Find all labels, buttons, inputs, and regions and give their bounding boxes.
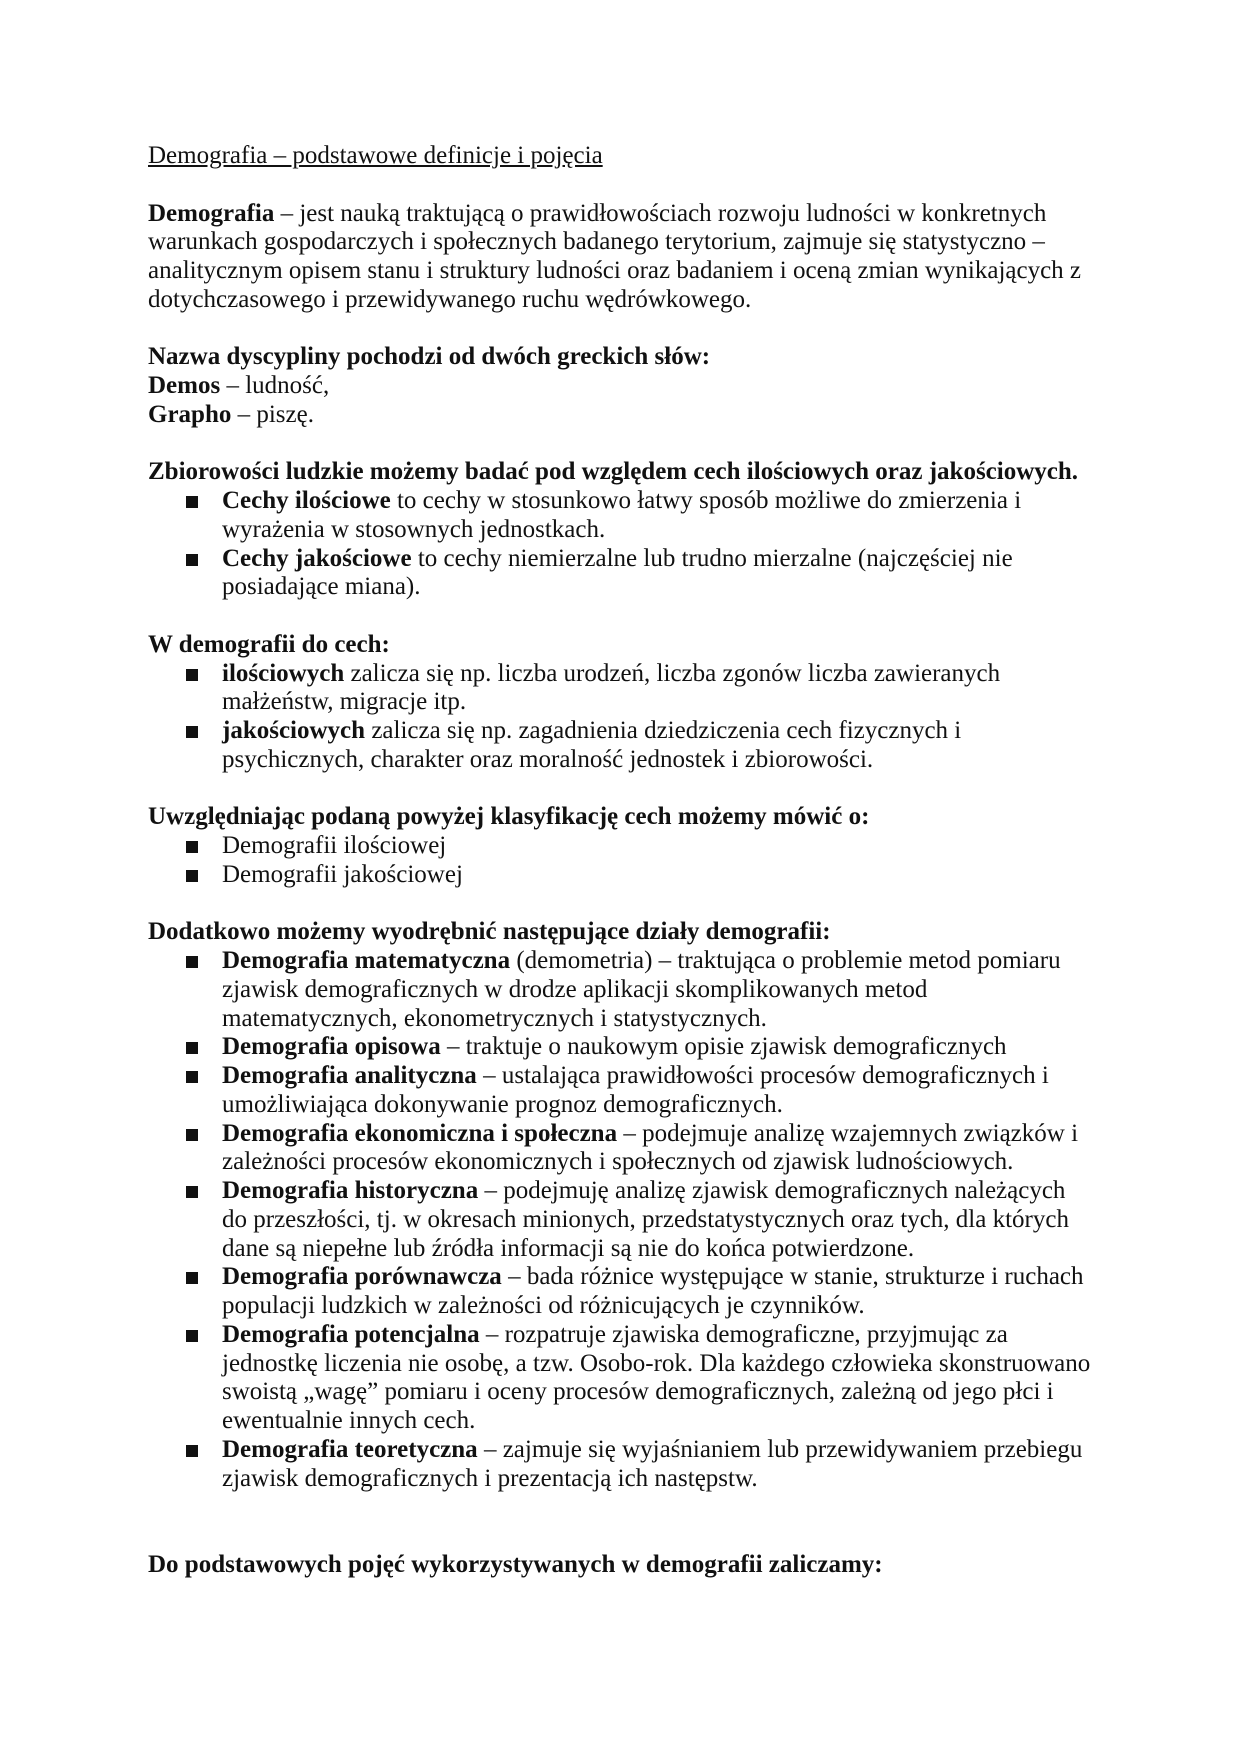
etymology-word <box>148 401 1094 430</box>
etymology-heading-text: Nazwa dyscypliny pochodzi od dwóch greckich słów: <box>148 343 711 371</box>
list-item <box>222 1263 1094 1321</box>
item-text: Demografii ilościowej <box>222 832 447 859</box>
list-item <box>222 1321 1094 1436</box>
classification-list <box>148 832 1094 890</box>
item-term: ilościowych <box>222 659 345 687</box>
demo-traits-list <box>148 660 1094 775</box>
definition-text: – jest nauką traktującą o prawidłowościach rozwoju ludności w konkretnych warunkach gospodarczych i społecznych badanego terytorium, zajmuje się statystyczno – analitycznym opisem stanu i struktury ludności oraz badaniem i oceną zmian wynikających z dotychczasowego i przewidywanego ruchu wędrówkowego. <box>148 199 1082 313</box>
item-text: – rozpatruje zjawiska demograficzne, przyjmując za jednostkę liczenia nie osobę, a tzw. Osobo-rok. Dla każdego człowieka skonstruowano swoistą „wagę” pomiaru i oceny procesów demograficznych, zależną od jego płci i ewentualnie innych cech. <box>222 1320 1091 1434</box>
branches-list <box>148 947 1094 1493</box>
square-bullet-icon <box>186 1445 198 1457</box>
item-text: – ustalająca prawidłowości procesów demograficznych i umożliwiająca dokonywanie prognoz demograficznych. <box>222 1062 1049 1118</box>
item-term: Demografia porównawcza <box>222 1263 502 1291</box>
item-term: Demografia analityczna <box>222 1062 477 1089</box>
branches-heading-text: Dodatkowo możemy wyodrębnić następujące działy demografii: <box>148 918 831 946</box>
item-text: to cechy w stosunkowo łatwy sposób możliwe do zmierzenia i wyrażenia w stosownych jednostkach. <box>222 487 1022 543</box>
item-term: Demografia historyczna <box>222 1177 479 1204</box>
final-heading-text: Do podstawowych pojęć wykorzystywanych w demografii zaliczamy: <box>148 1550 883 1578</box>
list-item <box>222 1436 1094 1494</box>
item-term: jakościowych <box>222 717 366 744</box>
word-term: Grapho <box>148 400 232 428</box>
demo-traits-heading-text: W demografii do cech: <box>148 630 390 658</box>
document-page <box>148 142 1094 1608</box>
item-text: (demometria) – traktująca o problemie metod pomiaru zjawisk demograficznych w drodze aplikacji skomplikowanych metod matematycznych, ekonometrycznych i statystycznych. <box>222 947 1061 1032</box>
square-bullet-icon <box>186 1071 198 1083</box>
item-text: to cechy niemierzalne lub trudno mierzalne (najczęściej nie posiadające miana). <box>222 544 1013 601</box>
item-term: Cechy jakościowe <box>222 544 412 572</box>
classification-heading <box>148 803 1094 832</box>
definition-term: Demografia <box>148 199 275 227</box>
list-item <box>222 1177 1094 1263</box>
etymology-word <box>148 372 1094 401</box>
item-text: – bada różnice występujące w stanie, strukturze i ruchach populacji ludzkich w zależności od różnicujących je czynników. <box>222 1263 1084 1319</box>
square-bullet-icon <box>186 1129 198 1141</box>
document-title: Demografia – podstawowe definicje i pojęcia <box>148 142 603 169</box>
item-term: Demografia opisowa <box>222 1033 441 1061</box>
list-item <box>222 717 1094 775</box>
item-term: Demografia ekonomiczna i społeczna <box>222 1119 618 1147</box>
demo-traits-heading <box>148 631 1094 660</box>
branches-heading <box>148 918 1094 947</box>
word-text: – ludność, <box>220 372 330 399</box>
square-bullet-icon <box>186 1272 198 1284</box>
final-heading <box>148 1551 1094 1580</box>
square-bullet-icon <box>186 1186 198 1198</box>
square-bullet-icon <box>186 841 198 853</box>
item-text: Demografii jakościowej <box>222 860 463 888</box>
square-bullet-icon <box>186 669 198 681</box>
item-text: zalicza się np. zagadnienia dziedziczenia cech fizycznych i psychicznych, charakter oraz moralność jednostek i zbiorowości. <box>222 717 962 773</box>
item-term: Demografia matematyczna <box>222 947 511 974</box>
traits-list <box>148 487 1094 602</box>
square-bullet-icon <box>186 726 198 738</box>
square-bullet-icon <box>186 554 198 566</box>
list-item <box>222 1120 1094 1178</box>
list-item <box>222 660 1094 718</box>
square-bullet-icon <box>186 1330 198 1342</box>
item-text: – podejmuje analizę wzajemnych związków i zależności procesów ekonomicznych i społecznych od zjawisk ludnościowych. <box>222 1119 1079 1176</box>
word-text: – piszę. <box>231 400 314 428</box>
item-text: zalicza się np. liczba urodzeń, liczba zgonów liczba zawieranych małżeństw, migracje itp. <box>222 659 1001 716</box>
square-bullet-icon <box>186 1042 198 1054</box>
item-text: – zajmuje się wyjaśnianiem lub przewidywaniem przebiegu zjawisk demograficznych i prezentacją ich następstw. <box>222 1435 1083 1492</box>
traits-heading <box>148 458 1094 487</box>
traits-heading-text: Zbiorowości ludzkie możemy badać pod względem cech ilościowych oraz jakościowych. <box>148 458 1079 486</box>
list-item <box>222 487 1094 545</box>
list-item <box>222 861 1094 890</box>
list-item <box>222 1062 1094 1120</box>
square-bullet-icon <box>186 956 198 968</box>
item-term: Demografia teoretyczna <box>222 1435 478 1463</box>
list-item <box>222 545 1094 603</box>
etymology-heading <box>148 343 1094 372</box>
square-bullet-icon <box>186 870 198 882</box>
item-text: – podejmuję analizę zjawisk demograficznych należących do przeszłości, tj. w okresach minionych, przedstatystycznych oraz tych, dla których dane są niepełne lub źródła informacji są nie do końca potwierdzone. <box>222 1177 1069 1262</box>
word-term: Demos <box>148 372 221 399</box>
definition-paragraph <box>148 200 1094 315</box>
list-item <box>222 1033 1094 1062</box>
classification-heading-text: Uwzględniając podaną powyżej klasyfikację cech możemy mówić o: <box>148 803 870 831</box>
item-term: Demografia potencjalna <box>222 1320 480 1348</box>
list-item <box>222 947 1094 1033</box>
list-item <box>222 832 1094 861</box>
item-term: Cechy ilościowe <box>222 487 391 514</box>
square-bullet-icon <box>186 496 198 508</box>
item-text: – traktuje o naukowym opisie zjawisk demograficznych <box>440 1033 1007 1061</box>
